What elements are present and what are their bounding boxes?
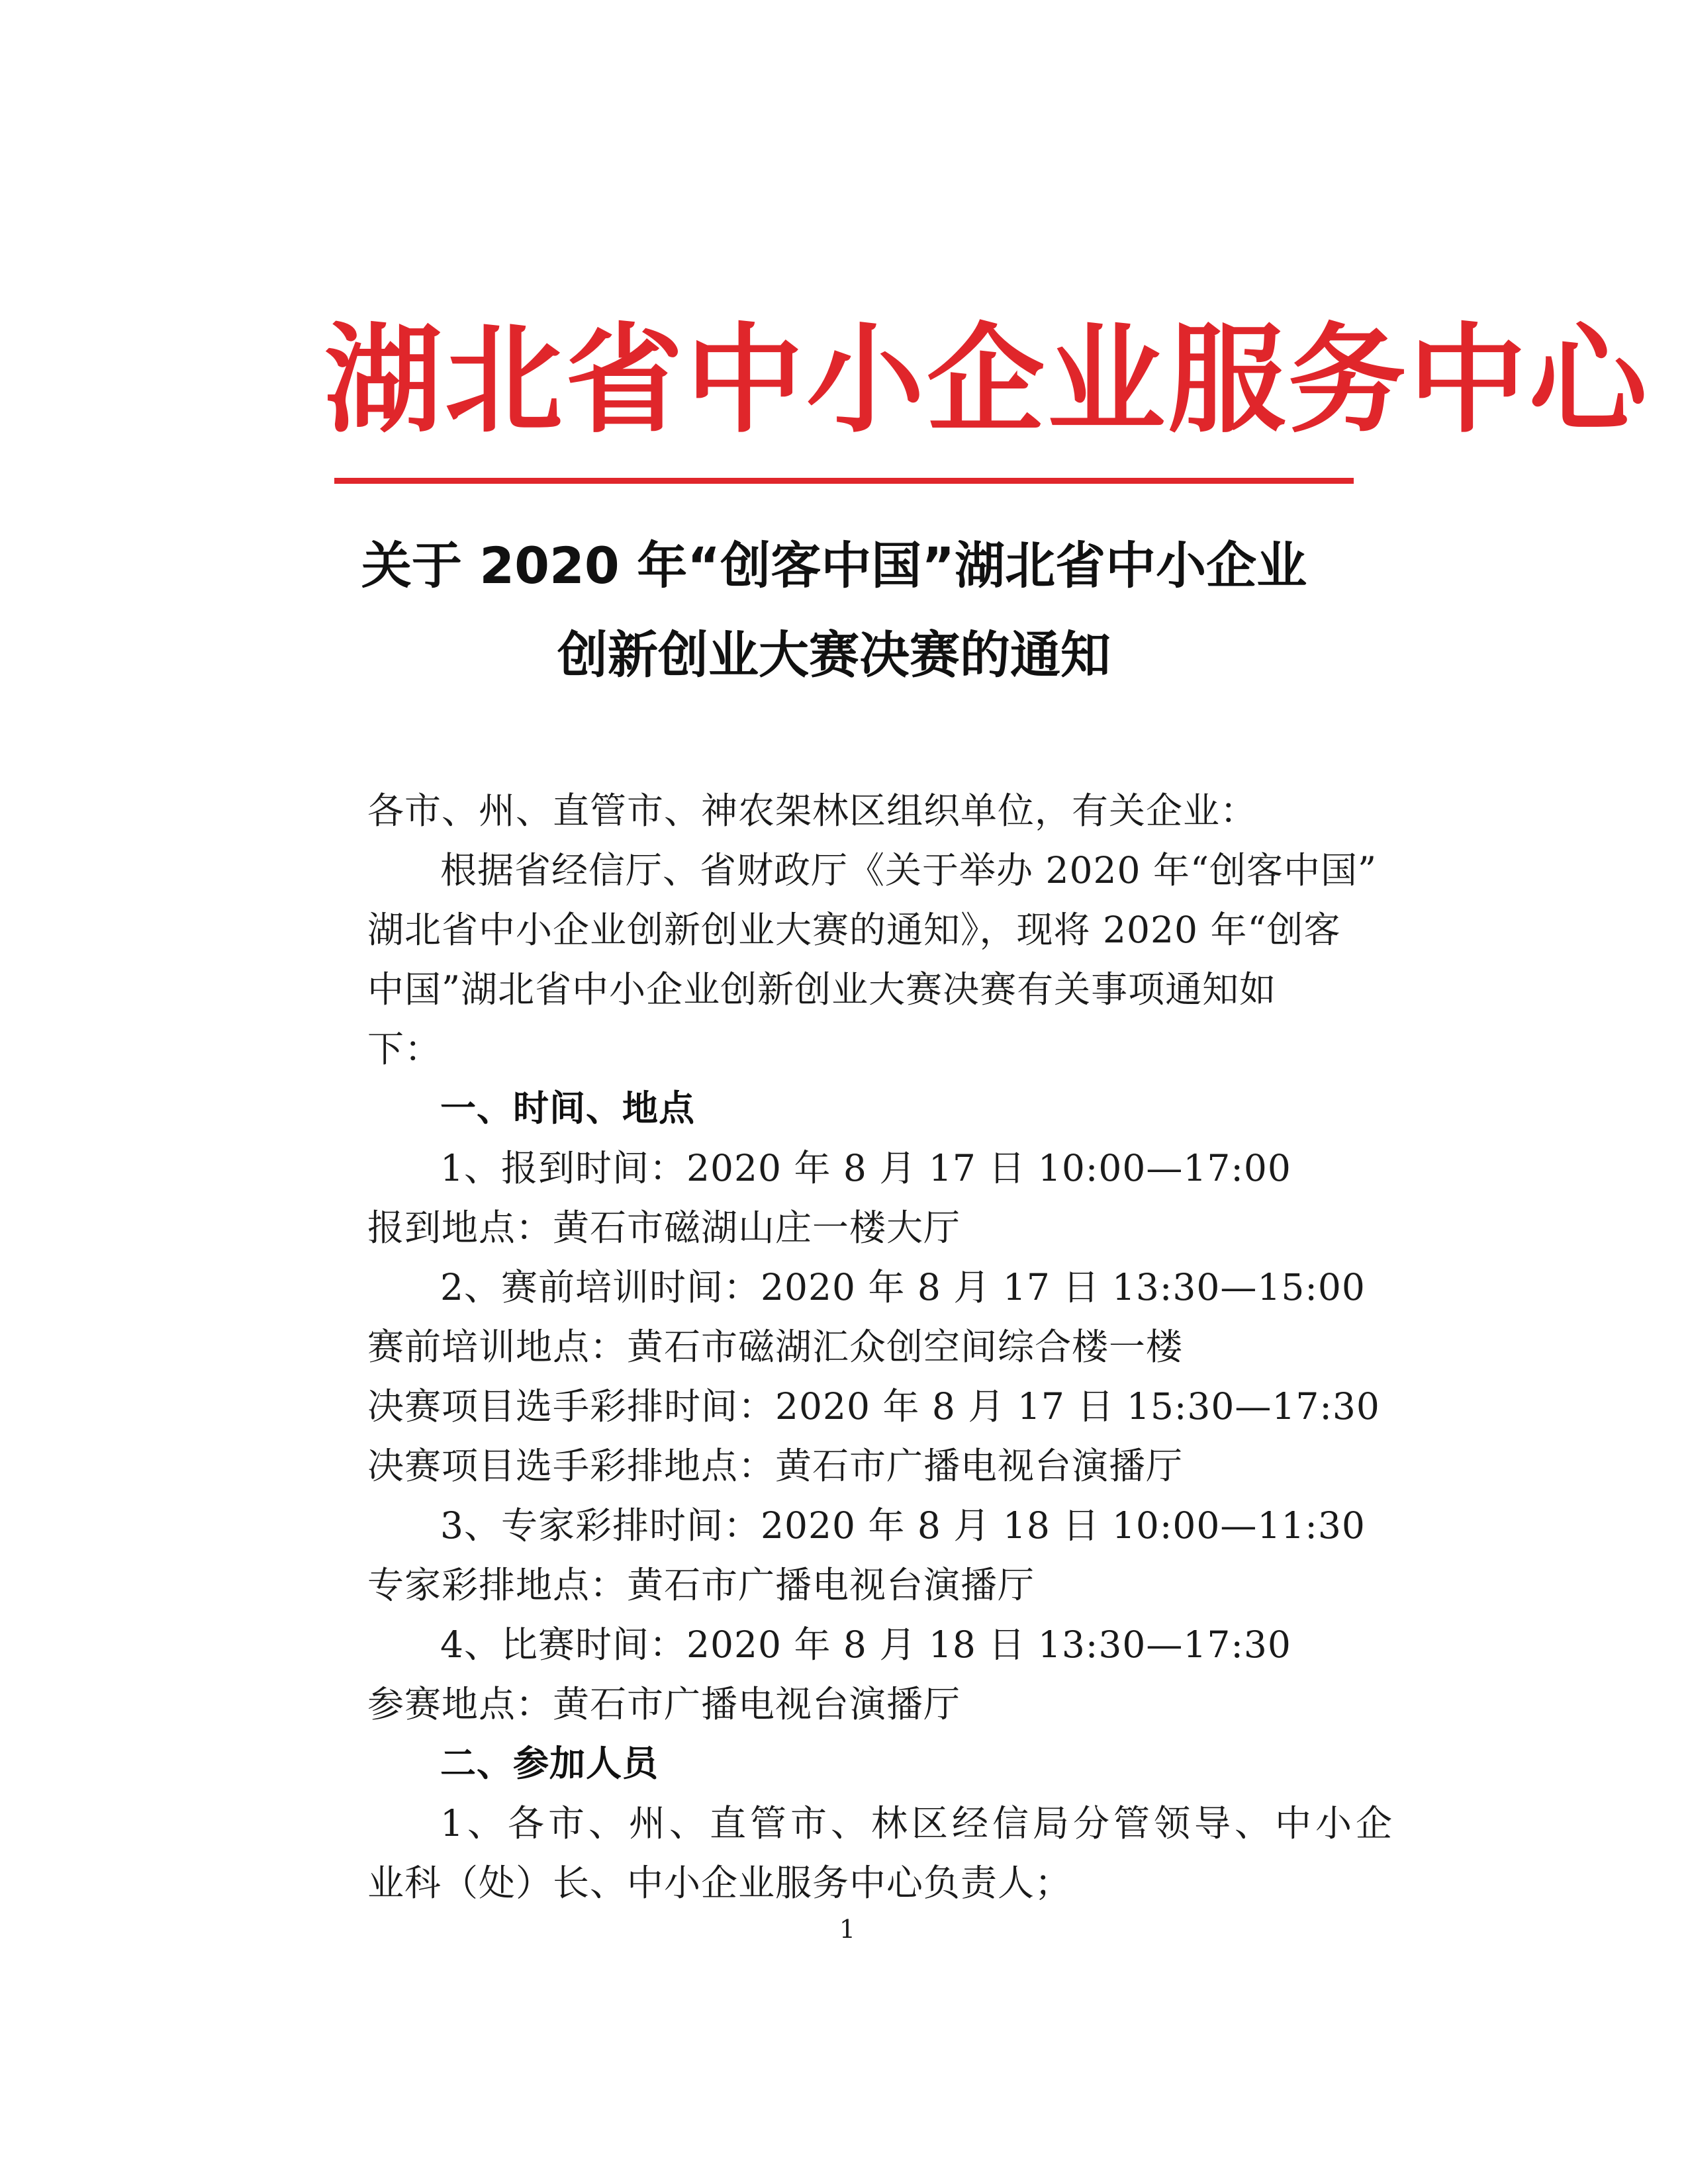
schedule-line: 3、专家彩排时间：2020 年 8 月 18 日 10:00—11:30 — [440, 1504, 1366, 1547]
schedule-line: 参赛地点：黄石市广播电视台演播厅 — [367, 1683, 961, 1725]
section-heading-time-location: 一、时间、地点 — [440, 1087, 695, 1129]
schedule-line: 1、报到时间：2020 年 8 月 17 日 10:00—17:00 — [440, 1147, 1291, 1189]
salutation: 各市、州、直管市、神农架林区组织单位，有关企业： — [367, 790, 1258, 832]
page-number: 1 — [839, 1915, 856, 1944]
document-title-line-2: 创新创业大赛决赛的通知 — [557, 625, 1111, 684]
section-heading-participants: 二、参加人员 — [440, 1743, 659, 1784]
schedule-line: 报到地点：黄石市磁湖山庄一楼大厅 — [367, 1206, 961, 1249]
organization-letterhead: 湖北省中小企业服务中心 — [324, 312, 1650, 449]
schedule-line: 4、比赛时间：2020 年 8 月 18 日 13:30—17:30 — [440, 1623, 1291, 1666]
intro-line: 中国”湖北省中小企业创新创业大赛决赛有关事项通知如 — [367, 968, 1277, 1011]
intro-line: 湖北省中小企业创新创业大赛的通知》，现将 2020 年“创客 — [367, 909, 1341, 951]
schedule-line: 决赛项目选手彩排地点：黄石市广播电视台演播厅 — [367, 1445, 1184, 1487]
intro-line: 下： — [367, 1028, 442, 1070]
schedule-line: 专家彩排地点：黄石市广播电视台演播厅 — [367, 1564, 1035, 1606]
schedule-line: 2、赛前培训时间：2020 年 8 月 17 日 13:30—15:00 — [440, 1266, 1366, 1308]
participants-line: 业科（处）长、中小企业服务中心负责人； — [367, 1862, 1072, 1904]
document-title-line-1: 关于 2020 年“创客中国”湖北省中小企业 — [361, 536, 1307, 595]
schedule-line: 赛前培训地点：黄石市磁湖汇众创空间综合楼一楼 — [367, 1326, 1184, 1368]
participants-line: 1、各市、州、直管市、林区经信局分管领导、中小企 — [440, 1802, 1396, 1844]
letterhead-red-rule — [334, 478, 1354, 484]
schedule-line: 决赛项目选手彩排时间：2020 年 8 月 17 日 15:30—17:30 — [367, 1385, 1380, 1428]
intro-line: 根据省经信厅、省财政厅《关于举办 2020 年“创客中国” — [440, 849, 1378, 891]
